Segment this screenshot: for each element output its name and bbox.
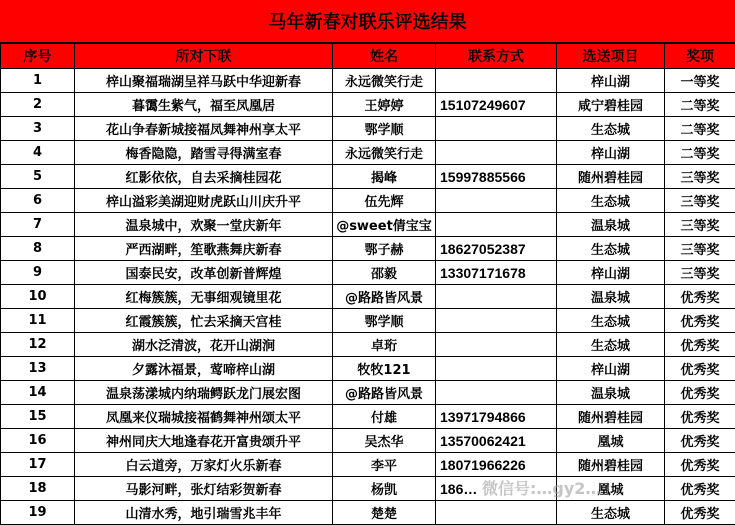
cell-phone: 15107249607 (436, 93, 557, 117)
cell-phone (436, 357, 557, 381)
cell-name: 牧牧121 (333, 357, 436, 381)
cell-couplet: 夕露沐福景，莺啼梓山湖 (75, 357, 333, 381)
cell-award: 优秀奖 (665, 357, 735, 381)
cell-name: 鄂学顺 (333, 309, 436, 333)
cell-award: 优秀奖 (665, 285, 735, 309)
cell-project: 随州碧桂园 (557, 165, 665, 189)
table-row (1, 165, 735, 189)
table-row (1, 309, 735, 333)
cell-phone: 13570062421 (436, 429, 557, 453)
cell-couplet: 梓山溢彩美湖迎财虎跃山川庆升平 (75, 189, 333, 213)
cell-phone: 18071966226 (436, 453, 557, 477)
cell-name: @路路皆风景 (333, 381, 436, 405)
cell-project: 梓山湖 (557, 141, 665, 165)
table-row (1, 237, 735, 261)
cell-no: 8 (1, 237, 75, 261)
cell-no: 1 (1, 69, 75, 93)
cell-couplet: 严西湖畔，笙歌燕舞庆新春 (75, 237, 333, 261)
cell-name: @sweet倩宝宝 (333, 213, 436, 237)
cell-no: 13 (1, 357, 75, 381)
cell-couplet: 温泉城中，欢聚一堂庆新年 (75, 213, 333, 237)
cell-award: 优秀奖 (665, 453, 735, 477)
cell-couplet: 温泉荡漾城内纳瑞鳄跃龙门展宏图 (75, 381, 333, 405)
cell-project: 生态城 (557, 333, 665, 357)
cell-no: 15 (1, 405, 75, 429)
cell-project: 随州碧桂园 (557, 453, 665, 477)
cell-name: 邵毅 (333, 261, 436, 285)
cell-phone (436, 309, 557, 333)
table-row (1, 117, 735, 141)
table-row (1, 141, 735, 165)
table-row (1, 429, 735, 453)
cell-couplet: 白云道旁，万家灯火乐新春 (75, 453, 333, 477)
cell-project: 温泉城 (557, 213, 665, 237)
cell-project: 凰城 (557, 429, 665, 453)
cell-project: 随州碧桂园 (557, 405, 665, 429)
cell-couplet: 神州同庆大地逢春花开富贵颂升平 (75, 429, 333, 453)
page-title: 马年新春对联乐评选结果 (0, 0, 735, 43)
table-row (1, 357, 735, 381)
cell-project: 生态城 (557, 237, 665, 261)
cell-couplet: 红影依依，自去采摘桂园花 (75, 165, 333, 189)
cell-phone (436, 285, 557, 309)
cell-award: 优秀奖 (665, 429, 735, 453)
cell-no: 16 (1, 429, 75, 453)
cell-no: 10 (1, 285, 75, 309)
cell-couplet: 花山争春新城接福凤舞神州享太平 (75, 117, 333, 141)
cell-project: 温泉城 (557, 285, 665, 309)
cell-name: 永远微笑行走 (333, 69, 436, 93)
header-couplet: 所对下联 (75, 44, 333, 69)
cell-no: 12 (1, 333, 75, 357)
cell-name: @路路皆风景 (333, 285, 436, 309)
table-row (1, 333, 735, 357)
cell-award: 三等奖 (665, 237, 735, 261)
cell-project: 梓山湖 (557, 69, 665, 93)
cell-phone: 186… (436, 477, 557, 501)
results-table (0, 43, 735, 525)
cell-phone (436, 333, 557, 357)
cell-name: 鄂子赫 (333, 237, 436, 261)
table-row (1, 381, 735, 405)
cell-project: 生态城 (557, 189, 665, 213)
cell-no: 11 (1, 309, 75, 333)
cell-phone: 13307171678 (436, 261, 557, 285)
cell-couplet: 凤凰来仪瑞城接福鹤舞神州颂太平 (75, 405, 333, 429)
cell-phone (436, 501, 557, 525)
cell-no: 9 (1, 261, 75, 285)
cell-award: 三等奖 (665, 213, 735, 237)
cell-award: 优秀奖 (665, 477, 735, 501)
header-award: 奖项 (665, 44, 735, 69)
cell-name: 王婷婷 (333, 93, 436, 117)
cell-name: 永远微笑行走 (333, 141, 436, 165)
cell-couplet: 红梅簇簇，无事细观镜里花 (75, 285, 333, 309)
header-row (1, 44, 735, 69)
header-no: 序号 (1, 44, 75, 69)
cell-no: 2 (1, 93, 75, 117)
cell-phone (436, 117, 557, 141)
table-row (1, 285, 735, 309)
cell-project: 梓山湖 (557, 261, 665, 285)
cell-no: 6 (1, 189, 75, 213)
cell-phone: 13971794866 (436, 405, 557, 429)
cell-name: 伍先辉 (333, 189, 436, 213)
cell-award: 优秀奖 (665, 333, 735, 357)
cell-project: 咸宁碧桂园 (557, 93, 665, 117)
cell-couplet: 国泰民安，改革创新普辉煌 (75, 261, 333, 285)
cell-award: 三等奖 (665, 189, 735, 213)
header-name: 姓名 (333, 44, 436, 69)
cell-award: 三等奖 (665, 261, 735, 285)
cell-name: 付雄 (333, 405, 436, 429)
table-row (1, 405, 735, 429)
cell-phone (436, 189, 557, 213)
cell-no: 4 (1, 141, 75, 165)
cell-award: 优秀奖 (665, 381, 735, 405)
table-row (1, 213, 735, 237)
cell-no: 5 (1, 165, 75, 189)
cell-no: 18 (1, 477, 75, 501)
cell-couplet: 梅香隐隐，踏雪寻得满室春 (75, 141, 333, 165)
cell-phone (436, 381, 557, 405)
table-row (1, 501, 735, 525)
cell-name: 吴杰华 (333, 429, 436, 453)
cell-award: 二等奖 (665, 93, 735, 117)
table-row (1, 477, 735, 501)
header-contact: 联系方式 (436, 44, 557, 69)
table-row (1, 189, 735, 213)
cell-phone (436, 213, 557, 237)
cell-no: 7 (1, 213, 75, 237)
cell-phone: 18627052387 (436, 237, 557, 261)
table-row (1, 453, 735, 477)
table-row (1, 261, 735, 285)
cell-name: 卓珩 (333, 333, 436, 357)
cell-project: 温泉城 (557, 381, 665, 405)
cell-phone: 15997885566 (436, 165, 557, 189)
cell-project: 生态城 (557, 309, 665, 333)
cell-award: 二等奖 (665, 141, 735, 165)
cell-couplet: 暮霭生紫气，福至凤凰居 (75, 93, 333, 117)
cell-award: 一等奖 (665, 69, 735, 93)
cell-project: 生态城 (557, 501, 665, 525)
cell-project: 梓山湖 (557, 357, 665, 381)
cell-award: 优秀奖 (665, 405, 735, 429)
watermark: 微信号:…gy2… (482, 476, 601, 499)
cell-phone (436, 141, 557, 165)
cell-project: 凰城 (557, 477, 665, 501)
header-project: 选送项目 (557, 44, 665, 69)
cell-couplet: 湖水泛清波，花开山湖涧 (75, 333, 333, 357)
cell-award: 三等奖 (665, 165, 735, 189)
cell-name: 李平 (333, 453, 436, 477)
cell-project: 生态城 (557, 117, 665, 141)
cell-couplet: 山清水秀，地引瑞雪兆丰年 (75, 501, 333, 525)
table-row (1, 69, 735, 93)
cell-name: 杨凯 (333, 477, 436, 501)
cell-no: 14 (1, 381, 75, 405)
cell-couplet: 红霞簇簇，忙去采摘天宫桂 (75, 309, 333, 333)
cell-name: 楚楚 (333, 501, 436, 525)
cell-no: 17 (1, 453, 75, 477)
cell-phone (436, 69, 557, 93)
cell-name: 揭峰 (333, 165, 436, 189)
cell-couplet: 马影河畔，张灯结彩贺新春 (75, 477, 333, 501)
table-row (1, 93, 735, 117)
cell-couplet: 梓山聚福瑞湖呈祥马跃中华迎新春 (75, 69, 333, 93)
cell-award: 优秀奖 (665, 501, 735, 525)
cell-award: 二等奖 (665, 117, 735, 141)
cell-award: 优秀奖 (665, 309, 735, 333)
cell-no: 19 (1, 501, 75, 525)
cell-name: 鄂学顺 (333, 117, 436, 141)
cell-no: 3 (1, 117, 75, 141)
